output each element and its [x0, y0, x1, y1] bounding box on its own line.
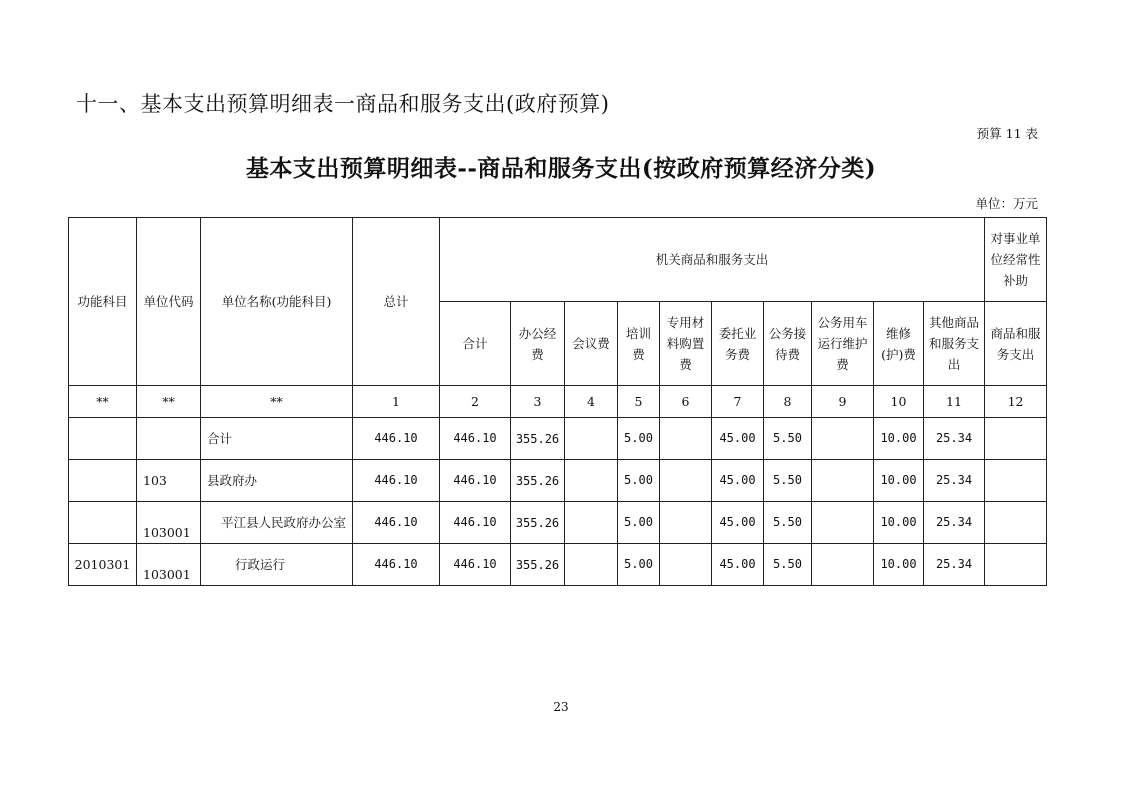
index-cell: ** — [69, 386, 137, 418]
budget-table — [68, 217, 1047, 586]
unit-name-cell: 行政运行 — [201, 544, 353, 586]
training-fee-cell: 5.00 — [618, 502, 660, 544]
goods-services-cell — [985, 460, 1047, 502]
meeting-fee-cell — [565, 544, 618, 586]
func-subject-cell — [69, 460, 137, 502]
header-vehicle-fee: 公务用车运行维护费 — [812, 302, 874, 386]
training-fee-cell: 5.00 — [618, 544, 660, 586]
repair-fee-cell: 10.00 — [874, 502, 924, 544]
header-sub-total: 合计 — [440, 302, 511, 386]
meeting-fee-cell — [565, 460, 618, 502]
other-fee-cell: 25.34 — [924, 460, 985, 502]
table-row — [69, 460, 1047, 502]
entrust-fee-cell: 45.00 — [712, 544, 764, 586]
training-fee-cell: 5.00 — [618, 460, 660, 502]
header-total: 总计 — [353, 218, 440, 386]
page-number: 23 — [553, 700, 569, 714]
reception-fee-cell: 5.50 — [764, 544, 812, 586]
index-cell: 1 — [353, 386, 440, 418]
table-row — [69, 544, 1047, 586]
other-fee-cell: 25.34 — [924, 418, 985, 460]
office-fee-cell: 355.26 — [511, 460, 565, 502]
vehicle-fee-cell — [812, 460, 874, 502]
reception-fee-cell: 5.50 — [764, 418, 812, 460]
unit-code-cell: 103001 — [137, 544, 201, 586]
header-repair-fee: 维修(护)费 — [874, 302, 924, 386]
form-number: 预算 11 表 — [976, 126, 1038, 141]
index-cell: 10 — [874, 386, 924, 418]
unit-name-cell: 县政府办 — [201, 460, 353, 502]
index-cell: 3 — [511, 386, 565, 418]
total-cell: 446.10 — [353, 460, 440, 502]
header-unit-code: 单位代码 — [137, 218, 201, 386]
header-meeting-fee: 会议费 — [565, 302, 618, 386]
vehicle-fee-cell — [812, 544, 874, 586]
reception-fee-cell: 5.50 — [764, 460, 812, 502]
unit-label: 单位：万元 — [975, 196, 1038, 211]
index-cell: 2 — [440, 386, 511, 418]
index-cell: 8 — [764, 386, 812, 418]
total-cell: 446.10 — [353, 544, 440, 586]
vehicle-fee-cell — [812, 418, 874, 460]
goods-services-cell — [985, 418, 1047, 460]
index-row — [69, 386, 1047, 418]
total-cell: 446.10 — [353, 418, 440, 460]
index-cell: 7 — [712, 386, 764, 418]
unit-name-cell: 平江县人民政府办公室 — [201, 502, 353, 544]
header-other-fee: 其他商品和服务支出 — [924, 302, 985, 386]
entrust-fee-cell: 45.00 — [712, 418, 764, 460]
sub-total-cell: 446.10 — [440, 544, 511, 586]
unit-code-cell — [137, 418, 201, 460]
unit-code-cell: 103001 — [137, 502, 201, 544]
index-cell: 4 — [565, 386, 618, 418]
other-fee-cell: 25.34 — [924, 544, 985, 586]
goods-services-cell — [985, 502, 1047, 544]
header-group-office: 机关商品和服务支出 — [440, 218, 985, 302]
header-group-public: 对事业单位经常性补助 — [985, 218, 1047, 302]
index-cell: 9 — [812, 386, 874, 418]
repair-fee-cell: 10.00 — [874, 544, 924, 586]
func-subject-cell — [69, 418, 137, 460]
table-row — [69, 418, 1047, 460]
header-goods-services: 商品和服务支出 — [985, 302, 1047, 386]
training-fee-cell: 5.00 — [618, 418, 660, 460]
materials-fee-cell — [660, 502, 712, 544]
table-row — [69, 502, 1047, 544]
header-entrust-fee: 委托业务费 — [712, 302, 764, 386]
func-subject-cell — [69, 502, 137, 544]
header-office-fee: 办公经费 — [511, 302, 565, 386]
index-cell: 11 — [924, 386, 985, 418]
func-subject-cell: 2010301 — [69, 544, 137, 586]
header-training-fee: 培训费 — [618, 302, 660, 386]
unit-name-cell: 合计 — [201, 418, 353, 460]
unit-code-cell: 103 — [137, 460, 201, 502]
repair-fee-cell: 10.00 — [874, 460, 924, 502]
header-unit-name: 单位名称(功能科目) — [201, 218, 353, 386]
vehicle-fee-cell — [812, 502, 874, 544]
total-cell: 446.10 — [353, 502, 440, 544]
materials-fee-cell — [660, 418, 712, 460]
header-func-subject: 功能科目 — [69, 218, 137, 386]
goods-services-cell — [985, 544, 1047, 586]
sub-total-cell: 446.10 — [440, 460, 511, 502]
reception-fee-cell: 5.50 — [764, 502, 812, 544]
materials-fee-cell — [660, 544, 712, 586]
repair-fee-cell: 10.00 — [874, 418, 924, 460]
entrust-fee-cell: 45.00 — [712, 502, 764, 544]
meeting-fee-cell — [565, 502, 618, 544]
office-fee-cell: 355.26 — [511, 418, 565, 460]
entrust-fee-cell: 45.00 — [712, 460, 764, 502]
materials-fee-cell — [660, 460, 712, 502]
page-title: 基本支出预算明细表--商品和服务支出(按政府预算经济分类) — [245, 155, 877, 182]
index-cell: 12 — [985, 386, 1047, 418]
other-fee-cell: 25.34 — [924, 502, 985, 544]
header-row-1 — [69, 218, 1047, 302]
sub-total-cell: 446.10 — [440, 418, 511, 460]
index-cell: ** — [201, 386, 353, 418]
header-materials-fee: 专用材料购置费 — [660, 302, 712, 386]
index-cell: ** — [137, 386, 201, 418]
office-fee-cell: 355.26 — [511, 502, 565, 544]
meeting-fee-cell — [565, 418, 618, 460]
header-reception-fee: 公务接待费 — [764, 302, 812, 386]
office-fee-cell: 355.26 — [511, 544, 565, 586]
section-title: 十一、基本支出预算明细表一商品和服务支出(政府预算) — [76, 92, 610, 116]
index-cell: 5 — [618, 386, 660, 418]
index-cell: 6 — [660, 386, 712, 418]
sub-total-cell: 446.10 — [440, 502, 511, 544]
